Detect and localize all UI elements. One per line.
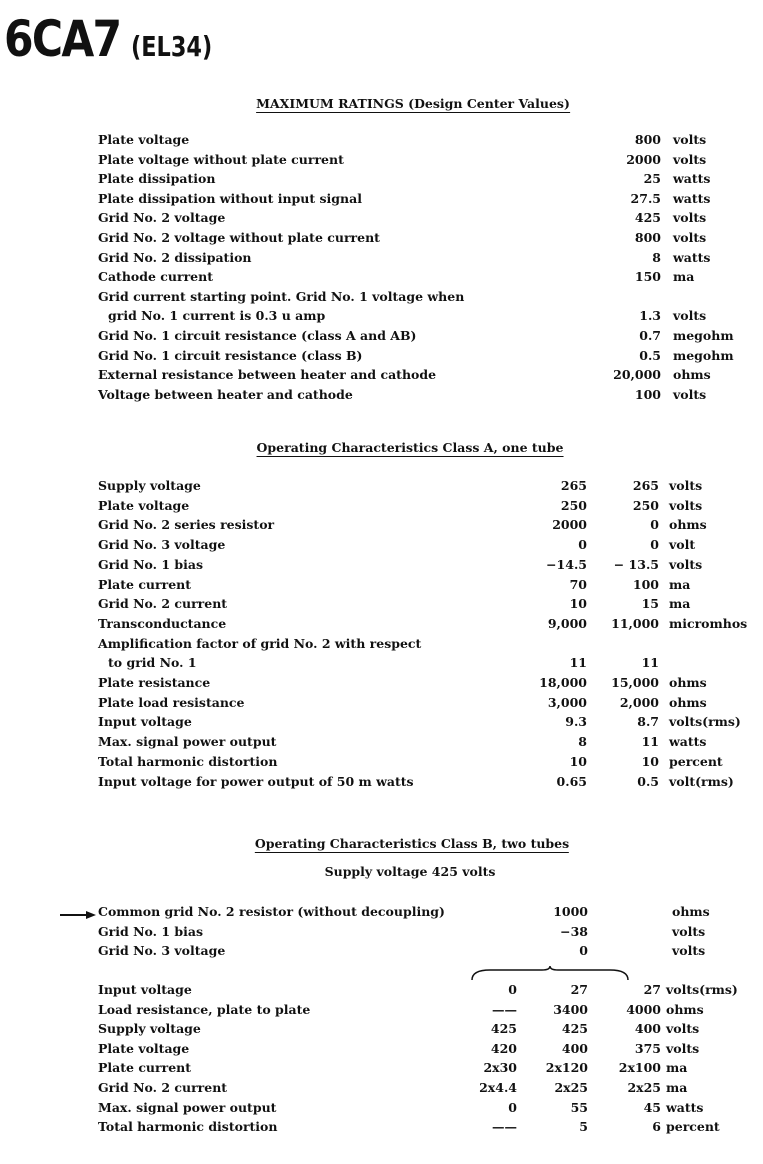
rating-row (0, 250, 763, 270)
row-value-2: 425 (561, 1021, 588, 1037)
row-value-2: 400 (561, 1040, 588, 1056)
row-unit: watts (673, 190, 711, 206)
row-value-1: 9,000 (547, 615, 587, 631)
row-unit: volts (672, 943, 706, 958)
row-label: Plate resistance (98, 675, 211, 690)
row-label: Grid No. 1 bias (98, 923, 204, 939)
row-value: 0 (579, 943, 588, 958)
page-title (4, 10, 233, 68)
row-unit: megohm (673, 328, 734, 343)
row-value-3: 2x100 (618, 1060, 661, 1076)
arrow-right-icon (60, 910, 96, 920)
row-label: Input voltage (98, 982, 192, 997)
row-unit: ohms (666, 1001, 704, 1017)
class-a-row (0, 734, 763, 754)
row-value: 27.5 (630, 190, 661, 206)
row-value-3: 4000 (626, 1001, 661, 1017)
row-value-1: 425 (490, 1021, 517, 1037)
row-unit: percent (666, 1119, 720, 1135)
class-a-row (0, 478, 763, 498)
rating-row (0, 348, 763, 368)
row-unit: ohms (669, 517, 707, 533)
row-value: 150 (634, 269, 661, 285)
row-value-1: 265 (560, 478, 587, 493)
rating-row (0, 132, 763, 152)
class-b-row (0, 1100, 763, 1120)
class-b-subheading: Supply voltage 425 volts (324, 864, 496, 879)
row-label: Plate load resistance (98, 694, 245, 710)
row-label: Plate voltage (98, 497, 190, 513)
row-value-2: 2x120 (545, 1060, 588, 1076)
row-value-2: 5 (579, 1119, 588, 1135)
row-label: Voltage between heater and cathode (98, 386, 353, 402)
row-unit: ohms (669, 694, 707, 710)
row-value-2: 15 (641, 596, 659, 612)
row-value-3: 6 (652, 1119, 661, 1135)
row-label: Plate dissipation (98, 171, 216, 187)
row-unit: volts (673, 386, 707, 402)
class-a-row (0, 537, 763, 557)
row-value-1: 2x4.4 (479, 1080, 517, 1095)
row-value-3: 27 (643, 982, 661, 997)
row-unit: volts (672, 923, 706, 939)
row-value: −38 (560, 923, 588, 939)
row-unit: watts (669, 734, 707, 750)
row-value: 1.3 (639, 308, 661, 324)
class-a-row (0, 675, 763, 695)
class-a-row (0, 655, 763, 675)
class-a-row (0, 774, 763, 794)
row-unit: volts(rms) (669, 714, 741, 730)
row-label: Total harmonic distortion (98, 753, 278, 769)
class-a-row (0, 557, 763, 577)
row-value: 20,000 (613, 367, 661, 383)
row-label: Grid No. 1 bias (98, 556, 204, 572)
row-label: Grid No. 1 circuit resistance (class B) (98, 347, 363, 363)
row-label: to grid No. 1 (108, 655, 197, 671)
row-value-2: 15,000 (611, 675, 659, 690)
row-value-1: 0 (578, 537, 587, 553)
row-label: Max. signal power output (98, 1099, 277, 1115)
class-a-row (0, 754, 763, 774)
row-value-1: 18,000 (539, 675, 587, 690)
row-value-3: 45 (643, 1099, 661, 1115)
row-label: Grid No. 2 dissipation (98, 249, 252, 265)
row-value-2: 11 (641, 655, 659, 671)
row-value-2: 100 (632, 576, 659, 592)
row-value-2: 8.7 (637, 714, 659, 730)
class-b-row (0, 982, 763, 1002)
row-value-1: 10 (569, 596, 587, 612)
row-value: 2000 (626, 151, 661, 167)
row-label: Grid No. 2 current (98, 596, 228, 612)
row-value-2: 250 (632, 497, 659, 513)
row-value-3: 375 (634, 1040, 661, 1056)
row-unit: volts (673, 230, 707, 245)
row-value-1: −14.5 (546, 556, 587, 572)
row-value: 8 (652, 249, 661, 265)
row-label: Cathode current (98, 269, 213, 285)
row-value-1: 0.65 (556, 773, 587, 789)
row-label: Input voltage (98, 714, 192, 730)
row-value: 1000 (553, 904, 588, 919)
row-value-1: 420 (490, 1040, 517, 1056)
class-b-row (0, 1119, 763, 1139)
class-a-row (0, 636, 763, 656)
class-b-row (0, 1080, 763, 1100)
row-unit: percent (669, 753, 723, 769)
row-value-2: 0.5 (637, 773, 659, 789)
row-unit: volts (666, 1021, 700, 1037)
row-unit: volts (669, 556, 703, 572)
row-unit: ma (666, 1060, 688, 1076)
row-unit: watts (673, 171, 711, 187)
row-label: Grid No. 2 current (98, 1080, 228, 1095)
row-unit: ma (669, 576, 691, 592)
row-label: Plate voltage (98, 1040, 190, 1056)
row-value-1: 0 (508, 1099, 517, 1115)
row-unit: micromhos (669, 615, 748, 631)
class-a-row (0, 498, 763, 518)
row-unit: ohms (672, 904, 710, 919)
rating-row (0, 191, 763, 211)
row-value-1: —— (492, 1001, 517, 1017)
row-value-2: 0 (650, 517, 659, 533)
rating-row (0, 269, 763, 289)
row-label: External resistance between heater and cathode (98, 367, 437, 383)
row-label: Plate voltage (98, 132, 190, 147)
row-unit: ma (673, 269, 695, 285)
max-ratings-heading: MAXIMUM RATINGS (Design Center Values) (256, 96, 570, 111)
row-unit: volts (673, 210, 707, 226)
class-a-row (0, 616, 763, 636)
row-value: 800 (634, 230, 661, 245)
tube-type-title: 6CA7 (4, 10, 121, 68)
row-value: 0.5 (639, 347, 661, 363)
row-label: Grid No. 1 circuit resistance (class A and AB) (98, 328, 417, 343)
class-a-row (0, 695, 763, 715)
row-label: Total harmonic distortion (98, 1119, 278, 1135)
row-unit: megohm (673, 347, 734, 363)
row-label: Input voltage for power output of 50 m watts (98, 773, 414, 789)
class-a-row (0, 714, 763, 734)
row-label: Plate current (98, 1060, 192, 1076)
tube-equivalent-title: (EL34) (130, 30, 213, 63)
row-label: Transconductance (98, 615, 227, 631)
class-b-row (0, 1041, 763, 1061)
class-a-row (0, 596, 763, 616)
row-unit: ohms (669, 675, 707, 690)
class-b-row (0, 1002, 763, 1022)
row-value-2: 55 (570, 1099, 588, 1115)
row-label: grid No. 1 current is 0.3 u amp (108, 308, 326, 324)
row-value-2: − 13.5 (613, 556, 659, 572)
row-value-1: 3,000 (547, 694, 587, 710)
row-value-2: 27 (570, 982, 588, 997)
rating-row (0, 289, 763, 309)
row-value-1: 10 (569, 753, 587, 769)
row-value-2: 265 (632, 478, 659, 493)
row-unit: volts (673, 151, 707, 167)
row-value-1: —— (492, 1119, 517, 1135)
class-b-common-row (0, 943, 763, 963)
row-value-2: 0 (650, 537, 659, 553)
class-a-row (0, 577, 763, 597)
row-unit: ma (669, 596, 691, 612)
row-label: Plate current (98, 576, 192, 592)
class-a-heading: Operating Characteristics Class A, one tube (256, 440, 564, 455)
row-value: 25 (643, 171, 661, 187)
row-label: Supply voltage (98, 478, 201, 493)
row-unit: watts (666, 1099, 704, 1115)
row-value-1: 11 (569, 655, 587, 671)
row-label: Common grid No. 2 resistor (without decoupling) (98, 904, 445, 919)
rating-row (0, 171, 763, 191)
row-unit: watts (673, 249, 711, 265)
row-unit: volts (669, 478, 703, 493)
row-value-1: 2x30 (483, 1060, 517, 1076)
row-label: Plate voltage without plate current (98, 151, 344, 167)
row-value-2: 3400 (553, 1001, 588, 1017)
row-label: Grid current starting point. Grid No. 1 voltage when (98, 288, 465, 304)
row-unit: volts(rms) (666, 982, 738, 997)
row-value-3: 400 (634, 1021, 661, 1037)
row-label: Max. signal power output (98, 734, 277, 750)
row-unit: volt (669, 537, 696, 553)
row-unit: volts (673, 308, 707, 324)
row-value-2: 2,000 (619, 694, 659, 710)
row-unit: volt(rms) (669, 773, 734, 789)
row-value-2: 2x25 (554, 1080, 588, 1095)
row-label: Grid No. 3 voltage (98, 537, 226, 553)
row-label: Grid No. 2 series resistor (98, 517, 275, 533)
row-label: Amplification factor of grid No. 2 with respect (98, 635, 422, 651)
row-value-1: 2000 (552, 517, 587, 533)
row-label: Plate dissipation without input signal (98, 190, 362, 206)
row-value-1: 9.3 (565, 714, 587, 730)
row-unit: volts (673, 132, 707, 147)
row-label: Grid No. 3 voltage (98, 943, 226, 958)
rating-row (0, 230, 763, 250)
row-value-1: 70 (569, 576, 587, 592)
row-label: Supply voltage (98, 1021, 201, 1037)
row-unit: volts (669, 497, 703, 513)
row-value: 100 (634, 386, 661, 402)
rating-row (0, 308, 763, 328)
rating-row (0, 387, 763, 407)
row-unit: volts (666, 1040, 700, 1056)
rating-row (0, 328, 763, 348)
row-value-2: 11 (641, 734, 659, 750)
row-value-3: 2x25 (627, 1080, 661, 1095)
rating-row (0, 367, 763, 387)
row-label: Grid No. 2 voltage (98, 210, 226, 226)
row-value-1: 250 (560, 497, 587, 513)
rating-row (0, 152, 763, 172)
row-label: Grid No. 2 voltage without plate current (98, 230, 380, 245)
class-b-heading: Operating Characteristics Class B, two tubes (254, 836, 570, 851)
class-a-row (0, 517, 763, 537)
class-b-row (0, 1060, 763, 1080)
row-value: 800 (634, 132, 661, 147)
row-unit: ohms (673, 367, 711, 383)
row-value-2: 10 (641, 753, 659, 769)
row-value: 0.7 (639, 328, 661, 343)
row-label: Load resistance, plate to plate (98, 1001, 311, 1017)
row-value-1: 0 (508, 982, 517, 997)
class-b-common-row (0, 924, 763, 944)
class-b-common-row (0, 904, 763, 924)
row-unit: ma (666, 1080, 688, 1095)
rating-row (0, 210, 763, 230)
class-b-row (0, 1021, 763, 1041)
column-brace (470, 966, 630, 982)
row-value-2: 11,000 (611, 615, 659, 631)
row-value: 425 (634, 210, 661, 226)
row-value-1: 8 (578, 734, 587, 750)
